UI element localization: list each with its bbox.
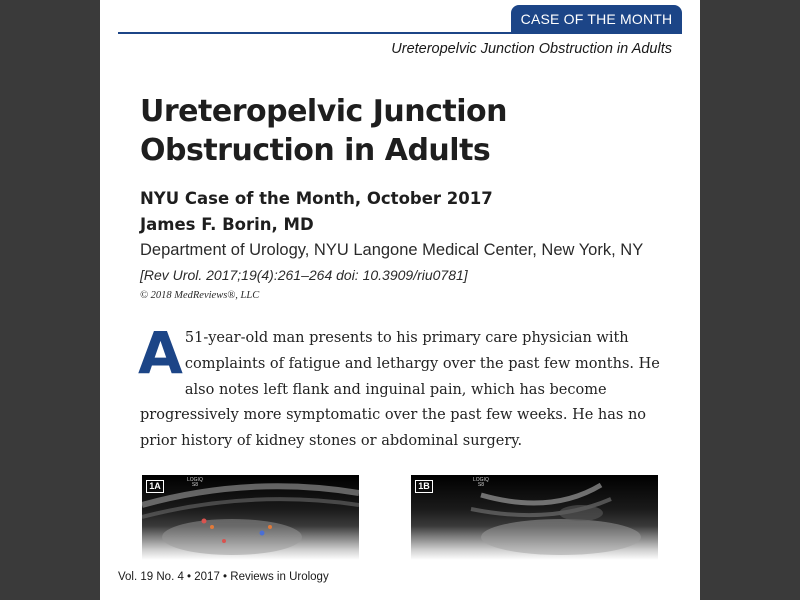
copyright: © 2018 MedReviews®, LLC <box>140 290 260 301</box>
author-name: James F. Borin, MD <box>140 215 314 234</box>
title-line-2: Obstruction in Adults <box>140 133 491 168</box>
header-rule <box>118 32 682 34</box>
document-page <box>100 0 700 600</box>
body-text: 51-year-old man presents to his primary care physician with complaints of fatigue and lethargy over the past few months. He also notes left flank and inguinal pain, which has become progressively more symptomatic over the past few weeks. He has no prior history of kidney stones or abdominal surgery. <box>140 330 660 450</box>
scanner-mark: LOGIQ S8 <box>473 477 489 488</box>
figure-label: 1B <box>415 480 433 493</box>
figure-1b-ultrasound <box>411 475 658 560</box>
category-tab: CASE OF THE MONTH <box>511 5 682 33</box>
ultrasound-image-1a <box>142 475 359 560</box>
title-line-1: Ureteropelvic Junction <box>140 94 508 129</box>
citation: [Rev Urol. 2017;19(4):261–264 doi: 10.3909/riu0781] <box>140 267 468 283</box>
page-footer: Vol. 19 No. 4 • 2017 • Reviews in Urology <box>118 571 329 583</box>
running-head: Ureteropelvic Junction Obstruction in Adults <box>391 41 672 57</box>
figure-label: 1A <box>146 480 164 493</box>
article-title <box>140 92 560 170</box>
author-affiliation: Department of Urology, NYU Langone Medical Center, New York, NY <box>140 241 644 259</box>
ultrasound-image-1b <box>411 475 658 560</box>
scanner-mark: LOGIQ S8 <box>187 477 203 488</box>
article-subtitle: NYU Case of the Month, October 2017 <box>140 189 493 208</box>
body-paragraph <box>138 319 660 455</box>
drop-cap: A <box>138 319 183 387</box>
figure-1a-ultrasound <box>142 475 359 560</box>
